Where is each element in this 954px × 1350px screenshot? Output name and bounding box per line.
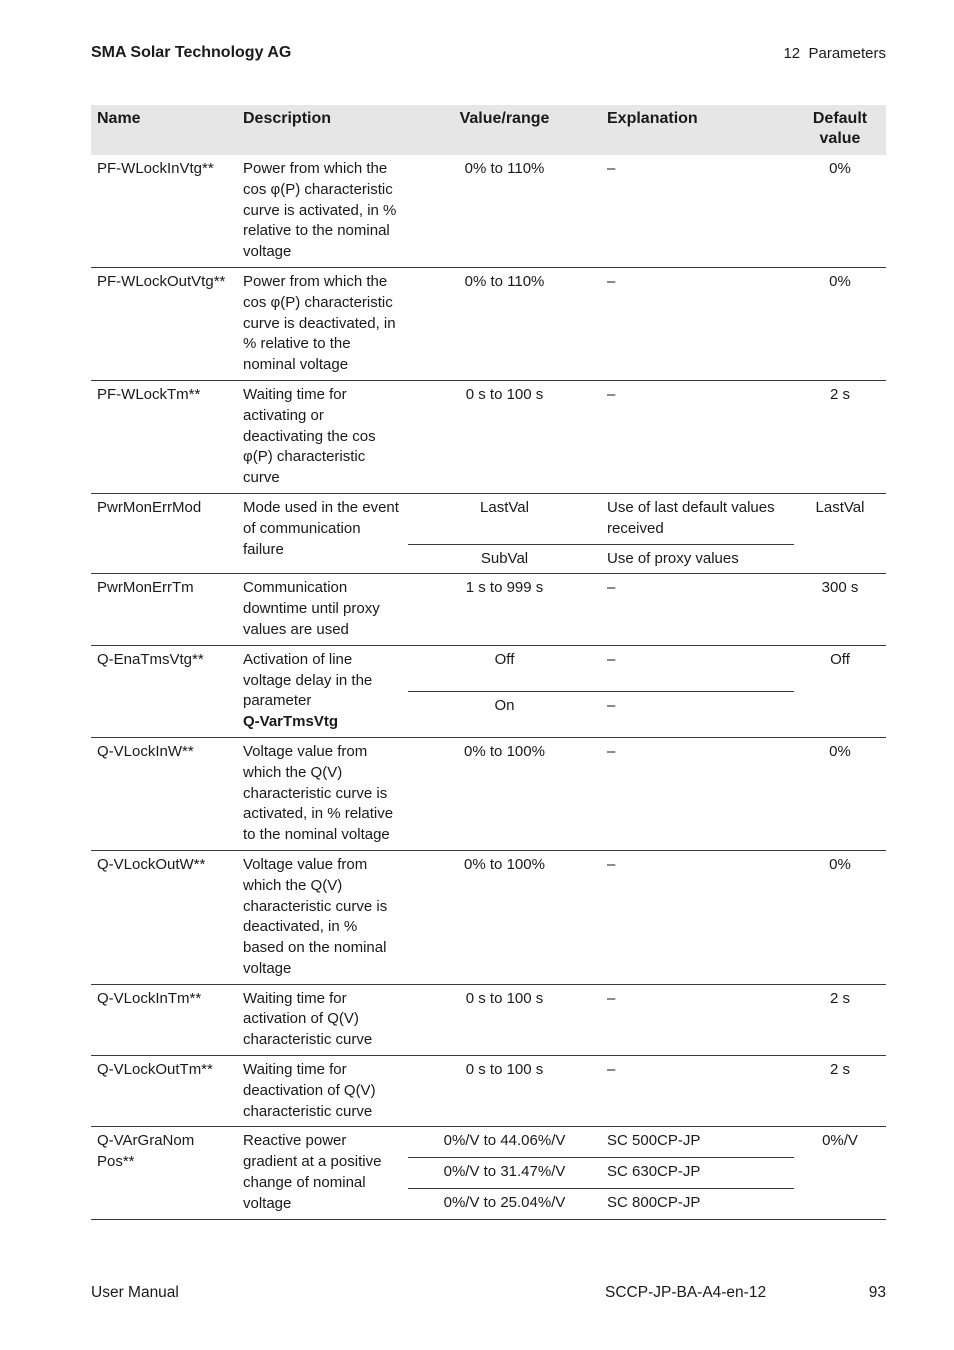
param-value-range: Off — [408, 645, 601, 691]
param-default: Off — [794, 645, 886, 737]
param-name: PF-WLockTm** — [91, 380, 237, 493]
param-description: Power from which the cos φ(P) characteristic curve is activated, in % relative to the nominal voltage — [237, 155, 408, 267]
param-explanation: – — [601, 1056, 794, 1127]
footer-doc-code: SCCP-JP-BA-A4-en-12 — [605, 1284, 767, 1301]
param-name: PF-WLockOutVtg** — [91, 267, 237, 380]
table-row — [91, 380, 886, 493]
param-value-range: SubVal — [408, 544, 601, 574]
param-value-range: 0% to 100% — [408, 737, 601, 850]
param-default: 0% — [794, 737, 886, 850]
param-name: Q-VLockInTm** — [91, 984, 237, 1055]
param-default: 2 s — [794, 1056, 886, 1127]
param-description: Power from which the cos φ(P) characteristic curve is deactivated, in % relative to the nominal voltage — [237, 267, 408, 380]
param-explanation: – — [601, 380, 794, 493]
param-name: PwrMonErrMod — [91, 493, 237, 573]
page-number: 93 — [868, 1284, 886, 1301]
param-explanation: Use of last default values received — [601, 493, 794, 544]
header-company: SMA Solar Technology AG — [91, 44, 292, 61]
table-row — [91, 267, 886, 380]
param-default: 0%/V — [794, 1127, 886, 1219]
param-default: 0% — [794, 155, 886, 267]
column-header-description: Description — [237, 105, 408, 155]
table-row — [91, 984, 886, 1055]
param-default: 2 s — [794, 380, 886, 493]
param-default: LastVal — [794, 493, 886, 573]
param-default: 0% — [794, 850, 886, 984]
param-explanation: SC 630CP-JP — [601, 1158, 794, 1189]
param-value-range: 0%/V to 31.47%/V — [408, 1158, 601, 1189]
param-explanation: – — [601, 574, 794, 645]
parameters-table — [91, 105, 886, 1220]
table-row — [91, 1056, 886, 1127]
param-default: 300 s — [794, 574, 886, 645]
table-header-row — [91, 105, 886, 155]
param-value-range: LastVal — [408, 493, 601, 544]
table-row — [91, 737, 886, 850]
param-value-range: On — [408, 691, 601, 737]
param-description: Waiting time for deactivation of Q(V) characteristic curve — [237, 1056, 408, 1127]
param-explanation: SC 500CP-JP — [601, 1127, 794, 1158]
param-explanation: – — [601, 691, 794, 737]
param-value-range: 0%/V to 25.04%/V — [408, 1188, 601, 1219]
param-value-range: 0%/V to 44.06%/V — [408, 1127, 601, 1158]
column-header-default-value: Default value — [794, 105, 886, 155]
table-row — [91, 1127, 886, 1158]
table-row — [91, 574, 886, 645]
param-name: PwrMonErrTm — [91, 574, 237, 645]
param-default: 0% — [794, 267, 886, 380]
column-header-value-range: Value/range — [408, 105, 601, 155]
param-description: Reactive power gradient at a positive change of nominal voltage — [237, 1127, 408, 1219]
param-explanation: Use of proxy values — [601, 544, 794, 574]
footer-doc-type: User Manual — [91, 1284, 179, 1301]
param-name: Q-EnaTmsVtg** — [91, 645, 237, 737]
param-value-range: 0% to 110% — [408, 155, 601, 267]
param-value-range: 0 s to 100 s — [408, 984, 601, 1055]
param-description: Waiting time for activating or deactivating the cos φ(P) characteristic curve — [237, 380, 408, 493]
param-default: 2 s — [794, 984, 886, 1055]
param-explanation: – — [601, 155, 794, 267]
param-description-text: Activation of line voltage delay in the parameter — [243, 650, 373, 710]
header-section: 12 Parameters — [783, 45, 886, 62]
param-name: Q-VArGraNom Pos** — [91, 1127, 237, 1219]
param-value-range: 0 s to 100 s — [408, 1056, 601, 1127]
column-header-explanation: Explanation — [601, 105, 794, 155]
param-value-range: 0 s to 100 s — [408, 380, 601, 493]
param-explanation: – — [601, 267, 794, 380]
param-value-range: 0% to 100% — [408, 850, 601, 984]
param-value-range: 1 s to 999 s — [408, 574, 601, 645]
param-description: Voltage value from which the Q(V) characteristic curve is activated, in % relative to the nominal voltage — [237, 737, 408, 850]
param-name: Q-VLockOutTm** — [91, 1056, 237, 1127]
param-description: Waiting time for activation of Q(V) characteristic curve — [237, 984, 408, 1055]
param-reference: Q-VarTmsVtg — [243, 713, 339, 731]
table-row — [91, 850, 886, 984]
column-header-name: Name — [91, 105, 237, 155]
param-explanation: SC 800CP-JP — [601, 1188, 794, 1219]
param-explanation: – — [601, 984, 794, 1055]
param-value-range: 0% to 110% — [408, 267, 601, 380]
param-explanation: – — [601, 645, 794, 691]
param-explanation: – — [601, 737, 794, 850]
param-explanation: – — [601, 850, 794, 984]
param-description — [237, 645, 408, 737]
table-row — [91, 155, 886, 267]
param-description: Mode used in the event of communication failure — [237, 493, 408, 573]
table-row — [91, 645, 886, 691]
param-description: Voltage value from which the Q(V) characteristic curve is deactivated, in % based on the nominal voltage — [237, 850, 408, 984]
param-name: PF-WLockInVtg** — [91, 155, 237, 267]
param-name: Q-VLockOutW** — [91, 850, 237, 984]
param-description: Communication downtime until proxy values are used — [237, 574, 408, 645]
param-name: Q-VLockInW** — [91, 737, 237, 850]
table-row — [91, 493, 886, 544]
